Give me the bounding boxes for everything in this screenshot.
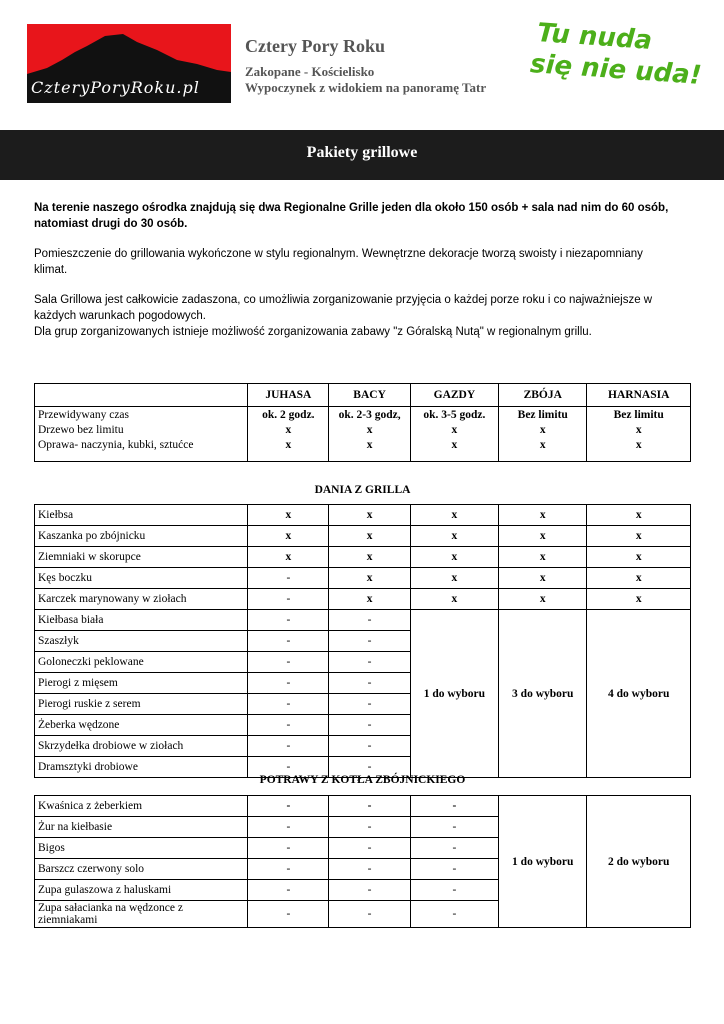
cell-value: - [329, 880, 410, 901]
title-banner [0, 130, 724, 180]
cell-value: x [499, 589, 587, 610]
dish-name: Zupa sałacianka na wędzonce z ziemniakami [35, 901, 248, 928]
cell-value: x [285, 424, 292, 436]
choice-count: 4 do wyboru [587, 610, 691, 778]
cell-value: - [248, 736, 329, 757]
cell-value: - [329, 736, 410, 757]
choice-count: 1 do wyboru [410, 610, 498, 778]
dish-name: Goloneczki peklowane [35, 652, 248, 673]
cell-value: - [329, 715, 410, 736]
choice-count: 2 do wyboru [587, 796, 691, 928]
cell-value: - [329, 673, 410, 694]
cell-value: x [451, 424, 458, 436]
table-row [35, 568, 691, 589]
cell-value: ok. 2 godz. [262, 409, 315, 421]
cell-value: - [248, 673, 329, 694]
cell-value: - [248, 568, 329, 589]
cell-value: x [329, 526, 410, 547]
cell-value: - [248, 838, 329, 859]
cell-value: - [410, 838, 498, 859]
cell-value: - [329, 694, 410, 715]
page-header [0, 0, 724, 130]
cell-value: x [285, 439, 292, 451]
header-cell-empty [35, 384, 248, 407]
column-header: ZBÓJA [499, 384, 587, 407]
dish-name: Kiełbsa [35, 505, 248, 526]
cell-value: Bez limitu [613, 409, 664, 421]
column-header: BACY [329, 384, 410, 407]
cell-value: x [329, 505, 410, 526]
cell-value: - [329, 901, 410, 928]
row-label: Przewidywany czas [38, 409, 130, 421]
cell-value: x [248, 526, 329, 547]
column-header: HARNASIA [587, 384, 691, 407]
cell-value: x [329, 589, 410, 610]
cell-value: x [499, 505, 587, 526]
table-row [35, 547, 691, 568]
table-row [35, 589, 691, 610]
cell-value: x [635, 424, 642, 436]
cell-value: - [410, 796, 498, 817]
cell-value: x [499, 526, 587, 547]
cell-value: - [410, 859, 498, 880]
table-header-row [35, 384, 691, 407]
cell-value: - [248, 715, 329, 736]
dish-name: Karczek marynowany w ziołach [35, 589, 248, 610]
cell-value: x [539, 424, 546, 436]
dish-name: Żur na kiełbasie [35, 817, 248, 838]
cell-value: x [635, 439, 642, 451]
cell-value: x [587, 505, 691, 526]
cell-value: - [329, 631, 410, 652]
cell-value: x [410, 526, 498, 547]
cell-value: x [329, 547, 410, 568]
cell-value: x [587, 589, 691, 610]
cell-value: - [248, 859, 329, 880]
dish-name: Bigos [35, 838, 248, 859]
column-header: JUHASA [248, 384, 329, 407]
cell-value: - [410, 817, 498, 838]
dish-name: Zupa gulaszowa z haluskami [35, 880, 248, 901]
cell-value: - [410, 880, 498, 901]
cell-value: - [329, 757, 410, 778]
row-label: Oprawa- naczynia, kubki, sztućce [38, 439, 194, 451]
cell-value: - [248, 880, 329, 901]
logo-text: CzteryPoryRoku.pl [31, 78, 200, 97]
dish-name: Pierogi ruskie z serem [35, 694, 248, 715]
kettle-table [34, 795, 691, 928]
table-row [35, 796, 691, 817]
brand-tagline: Wypoczynek z widokiem na panoramę Tatr [245, 80, 487, 95]
choice-count: 1 do wyboru [499, 796, 587, 928]
cell-value: - [248, 631, 329, 652]
table-row [35, 407, 691, 462]
cell-value: - [329, 817, 410, 838]
intro-paragraph-3: Sala Grillowa jest całkowicie zadaszona, co umożliwia zorganizowanie przyjęcia o każdej porze roku i co najważniejsze w każdych warunkach pogodowych. [34, 294, 653, 322]
cell-value: ok. 2-3 godz, [338, 409, 401, 421]
table-row [35, 526, 691, 547]
cell-value: x [410, 568, 498, 589]
cell-value: x [587, 526, 691, 547]
dish-name: Żeberka wędzone [35, 715, 248, 736]
packages-table [34, 383, 691, 462]
cell-value: - [248, 589, 329, 610]
package-cell [248, 407, 329, 462]
cell-value: x [366, 424, 373, 436]
cell-value: - [248, 817, 329, 838]
cell-value: - [329, 838, 410, 859]
cell-value: - [248, 652, 329, 673]
cell-value: x [499, 568, 587, 589]
cell-value: x [451, 439, 458, 451]
dish-name: Ziemniaki w skorupce [35, 547, 248, 568]
column-header: GAZDY [410, 384, 498, 407]
cell-value: - [248, 796, 329, 817]
row-labels [35, 407, 248, 462]
choice-count: 3 do wyboru [499, 610, 587, 778]
brand-logo [27, 24, 231, 103]
package-cell [499, 407, 587, 462]
cell-value: - [329, 859, 410, 880]
package-cell [329, 407, 410, 462]
intro-paragraph-1: Na terenie naszego ośrodka znajdują się dwa Regionalne Grille jeden dla około 150 osób + sala nad nim do 60 osób, natomiast drugi do 30 osób. [34, 202, 669, 230]
cell-value: Bez limitu [517, 409, 568, 421]
package-cell [587, 407, 691, 462]
cell-value: x [499, 547, 587, 568]
section-heading-kettle: POTRAWY Z KOTŁA ZBÓJNICKIEGO [259, 774, 466, 786]
dish-name: Skrzydełka drobiowe w ziołach [35, 736, 248, 757]
intro-paragraph-4: Dla grup zorganizowanych istnieje możliwość zorganizowania zabawy "z Góralską Nutą" w regionalnym grillu. [34, 326, 592, 338]
dish-name: Dramsztyki drobiowe [35, 757, 248, 778]
dish-name: Szaszłyk [35, 631, 248, 652]
section-heading-grill: DANIA Z GRILLA [314, 484, 411, 496]
cell-value: - [248, 610, 329, 631]
cell-value: - [248, 694, 329, 715]
cell-value: x [587, 568, 691, 589]
page-title: Pakiety grillowe [306, 144, 418, 161]
dish-name: Kaszanka po zbójnicku [35, 526, 248, 547]
brand-title: Cztery Pory Roku [245, 36, 385, 56]
dish-name: Barszcz czerwony solo [35, 859, 248, 880]
slogan-line-2: się nie uda! [529, 49, 703, 91]
cell-value: - [329, 796, 410, 817]
table-row [35, 505, 691, 526]
dish-name: Kęs boczku [35, 568, 248, 589]
cell-value: - [248, 757, 329, 778]
mountain-icon [27, 24, 231, 84]
cell-value: x [587, 547, 691, 568]
slogan-line-1: Tu nuda [536, 18, 654, 56]
cell-value: - [329, 610, 410, 631]
cell-value: x [539, 439, 546, 451]
cell-value: x [248, 505, 329, 526]
grill-table [34, 504, 691, 778]
cell-value: ok. 3-5 godz. [423, 409, 486, 421]
cell-value: - [329, 652, 410, 673]
dish-name: Kiełbasa biała [35, 610, 248, 631]
dish-name: Kwaśnica z żeberkiem [35, 796, 248, 817]
cell-value: x [248, 547, 329, 568]
cell-value: - [248, 901, 329, 928]
package-cell [410, 407, 498, 462]
brand-location: Zakopane - Kościelisko [245, 64, 375, 79]
dish-name: Pierogi z mięsem [35, 673, 248, 694]
cell-value: x [410, 547, 498, 568]
cell-value: x [410, 505, 498, 526]
cell-value: - [410, 901, 498, 928]
cell-value: x [329, 568, 410, 589]
intro-paragraph-2: Pomieszczenie do grillowania wykończone w stylu regionalnym. Wewnętrzne dekoracje tworzą swoisty i niezapomniany klimat. [34, 248, 643, 276]
row-label: Drzewo bez limitu [38, 424, 124, 436]
cell-value: x [366, 439, 373, 451]
table-row [35, 610, 691, 631]
cell-value: x [410, 589, 498, 610]
